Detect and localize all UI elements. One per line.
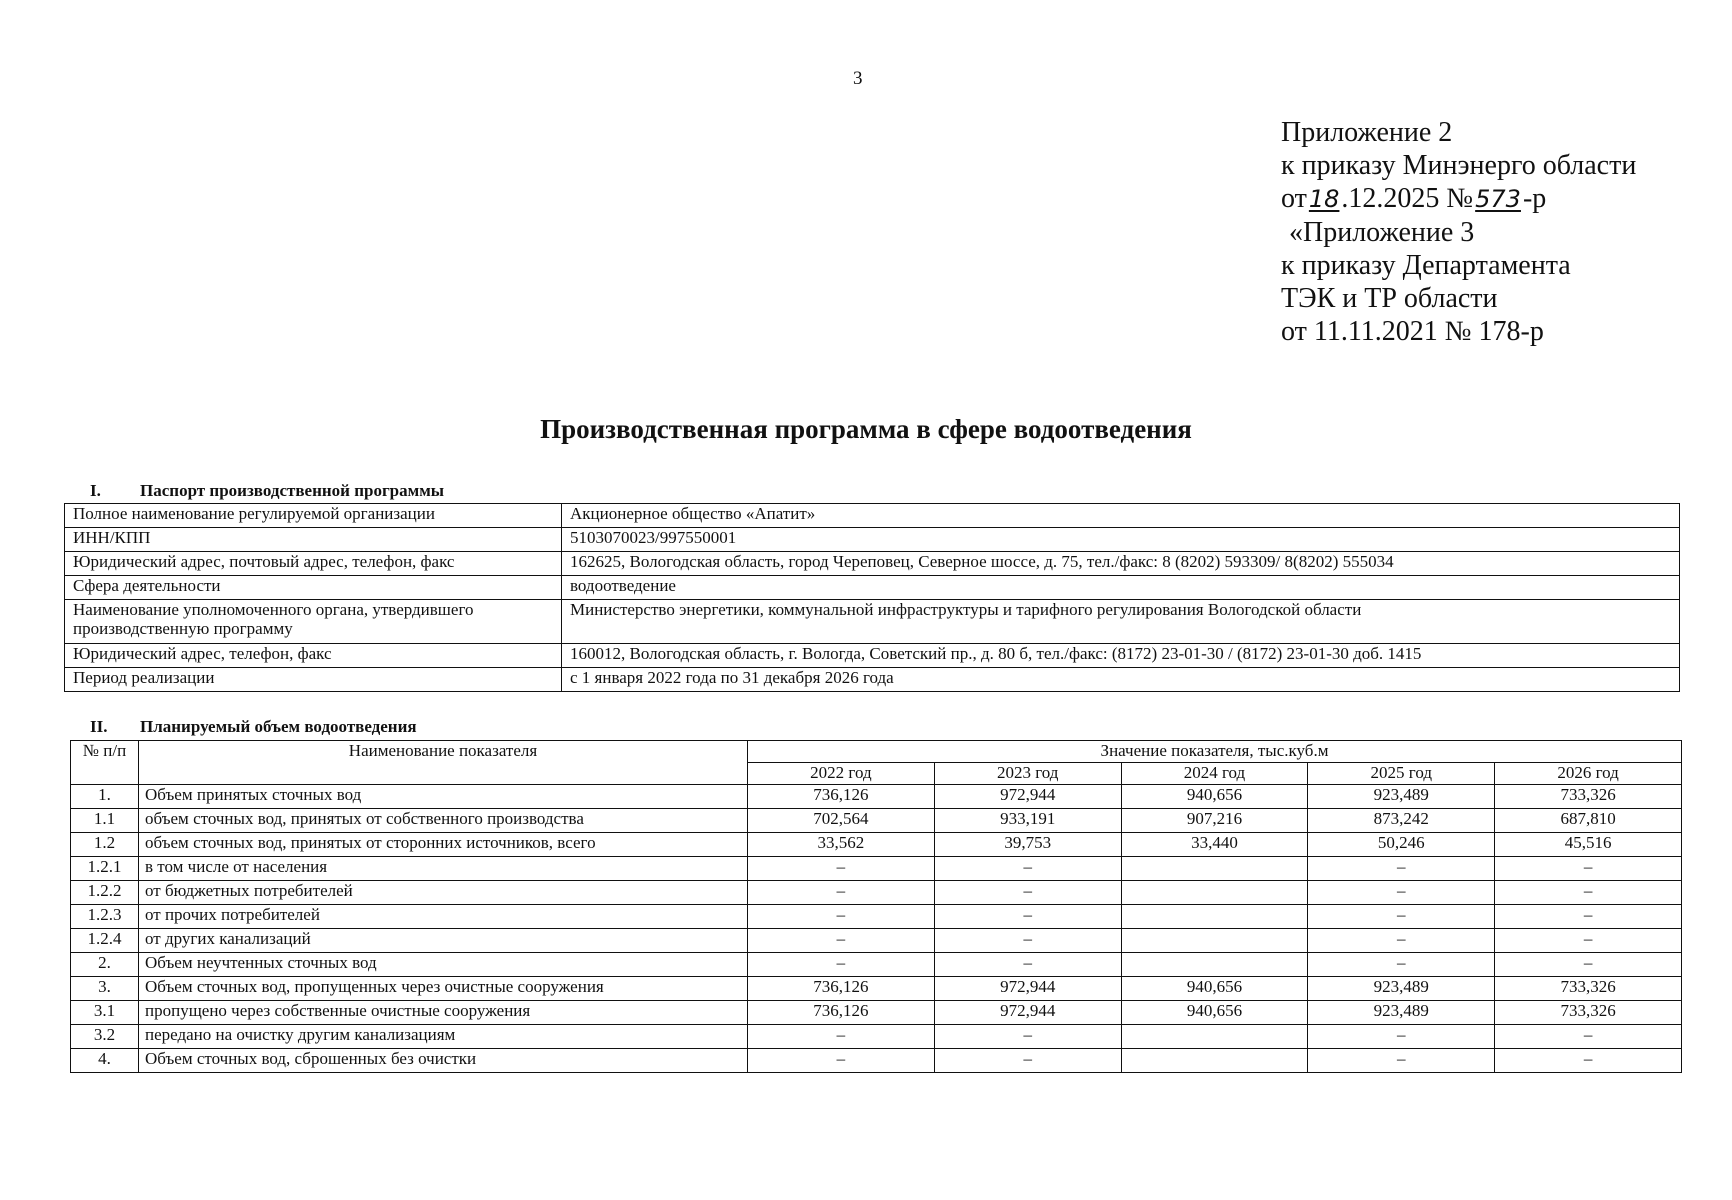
value-cell [1121, 905, 1308, 929]
table-row [71, 1001, 1682, 1025]
passport-label: Полное наименование регулируемой организации [65, 504, 562, 528]
table-row [71, 833, 1682, 857]
table-row [71, 785, 1682, 809]
value-cell: – [1308, 881, 1495, 905]
appendix-line-3 [1281, 182, 1636, 216]
indicator-name: объем сточных вод, принятых от сторонних источников, всего [139, 833, 748, 857]
value-cell: – [1495, 857, 1682, 881]
indicator-name: от прочих потребителей [139, 905, 748, 929]
value-cell: 923,489 [1308, 1001, 1495, 1025]
row-number: 1. [71, 785, 139, 809]
passport-row [65, 504, 1680, 528]
passport-value: 162625, Вологодская область, город Череповец, Северное шоссе, д. 75, тел./факс: 8 (8202) 593309/ 8(8202) 555034 [562, 552, 1680, 576]
value-cell: – [934, 929, 1121, 953]
indicator-name: передано на очистку другим канализациям [139, 1025, 748, 1049]
value-cell: 33,562 [748, 833, 935, 857]
section-2-heading [90, 717, 417, 737]
value-cell: 923,489 [1308, 977, 1495, 1001]
indicator-name: от бюджетных потребителей [139, 881, 748, 905]
value-cell: 33,440 [1121, 833, 1308, 857]
value-cell: 733,326 [1495, 1001, 1682, 1025]
value-cell: – [748, 881, 935, 905]
year-header: 2026 год [1495, 763, 1682, 785]
page-number: 3 [853, 68, 863, 89]
table-row [71, 929, 1682, 953]
value-cell: 940,656 [1121, 1001, 1308, 1025]
appendix-line-1: Приложение 2 [1281, 117, 1453, 148]
value-cell: – [1495, 1025, 1682, 1049]
indicator-name: пропущено через собственные очистные сооружения [139, 1001, 748, 1025]
value-cell [1121, 1049, 1308, 1073]
value-cell: 45,516 [1495, 833, 1682, 857]
column-header-number: № п/п [71, 741, 139, 785]
value-cell: – [934, 905, 1121, 929]
passport-label: ИНН/КПП [65, 528, 562, 552]
year-header: 2022 год [748, 763, 935, 785]
handwritten-order-number: 573 [1475, 185, 1521, 213]
year-header: 2024 год [1121, 763, 1308, 785]
table-row [71, 1025, 1682, 1049]
value-cell: – [934, 953, 1121, 977]
passport-value: водоотведение [562, 576, 1680, 600]
appendix-block [1281, 116, 1636, 348]
table-row [71, 905, 1682, 929]
value-cell: 972,944 [934, 785, 1121, 809]
table-row [71, 881, 1682, 905]
row-number: 1.2.4 [71, 929, 139, 953]
value-cell: – [1308, 905, 1495, 929]
row-number: 1.2.2 [71, 881, 139, 905]
appendix-date-middle: .12.2025 № [1341, 183, 1474, 214]
appendix-date-prefix: от [1281, 183, 1307, 214]
handwritten-day: 18 [1308, 185, 1340, 213]
appendix-line-5: к приказу Департамента [1281, 250, 1571, 281]
value-cell: – [1495, 1049, 1682, 1073]
indicator-name: Объем принятых сточных вод [139, 785, 748, 809]
section-1-title: Паспорт производственной программы [140, 481, 445, 500]
value-cell: – [1308, 953, 1495, 977]
passport-label: Юридический адрес, телефон, факс [65, 644, 562, 668]
value-cell: 702,564 [748, 809, 935, 833]
value-cell: – [748, 953, 935, 977]
value-cell: 39,753 [934, 833, 1121, 857]
passport-row [65, 600, 1680, 644]
row-number: 1.2 [71, 833, 139, 857]
row-number: 3.2 [71, 1025, 139, 1049]
value-cell: – [1308, 1049, 1495, 1073]
section-1-heading [90, 481, 444, 501]
value-cell: – [1308, 929, 1495, 953]
value-cell: – [1495, 905, 1682, 929]
value-cell: – [934, 857, 1121, 881]
indicator-name: от других канализаций [139, 929, 748, 953]
value-cell: – [1495, 881, 1682, 905]
section-2-number: II. [90, 717, 108, 736]
value-cell: – [748, 1025, 935, 1049]
value-cell: 687,810 [1495, 809, 1682, 833]
value-cell: 736,126 [748, 785, 935, 809]
value-cell: 972,944 [934, 977, 1121, 1001]
table-row [71, 809, 1682, 833]
value-cell: – [748, 1049, 935, 1073]
value-cell [1121, 929, 1308, 953]
passport-row [65, 644, 1680, 668]
indicator-name: Объем сточных вод, пропущенных через очистные сооружения [139, 977, 748, 1001]
appendix-line-7: от 11.11.2021 № 178-р [1281, 316, 1544, 347]
appendix-line-4: «Приложение 3 [1289, 217, 1475, 248]
value-cell: 940,656 [1121, 785, 1308, 809]
table-row [71, 953, 1682, 977]
passport-value: с 1 января 2022 года по 31 декабря 2026 года [562, 668, 1680, 692]
indicator-name: Объем сточных вод, сброшенных без очистки [139, 1049, 748, 1073]
value-cell: 972,944 [934, 1001, 1121, 1025]
value-cell: 940,656 [1121, 977, 1308, 1001]
value-cell: 736,126 [748, 977, 935, 1001]
section-2-title: Планируемый объем водоотведения [140, 717, 417, 736]
table-row [71, 857, 1682, 881]
section-1-number: I. [90, 481, 101, 500]
volumes-table [70, 740, 1682, 1073]
appendix-date-suffix: -р [1522, 183, 1547, 214]
value-cell: 923,489 [1308, 785, 1495, 809]
value-cell: – [1495, 929, 1682, 953]
value-cell: – [748, 905, 935, 929]
value-cell: 736,126 [748, 1001, 935, 1025]
value-cell: – [934, 881, 1121, 905]
passport-label: Сфера деятельности [65, 576, 562, 600]
value-cell: – [934, 1049, 1121, 1073]
passport-row [65, 528, 1680, 552]
row-number: 3.1 [71, 1001, 139, 1025]
passport-label: Период реализации [65, 668, 562, 692]
value-cell: 50,246 [1308, 833, 1495, 857]
value-cell [1121, 881, 1308, 905]
passport-row [65, 668, 1680, 692]
value-cell: – [1308, 857, 1495, 881]
passport-table [64, 503, 1680, 692]
appendix-line-2: к приказу Минэнерго области [1281, 150, 1637, 181]
row-number: 1.2.3 [71, 905, 139, 929]
value-cell [1121, 1025, 1308, 1049]
row-number: 1.2.1 [71, 857, 139, 881]
row-number: 4. [71, 1049, 139, 1073]
table-row [71, 1049, 1682, 1073]
passport-value: Акционерное общество «Апатит» [562, 504, 1680, 528]
table-row [71, 977, 1682, 1001]
row-number: 1.1 [71, 809, 139, 833]
passport-value: Министерство энергетики, коммунальной инфраструктуры и тарифного регулирования Вологодской области [562, 600, 1680, 644]
year-header: 2025 год [1308, 763, 1495, 785]
value-cell: 873,242 [1308, 809, 1495, 833]
value-cell: – [1495, 953, 1682, 977]
value-cell [1121, 953, 1308, 977]
column-header-indicator: Наименование показателя [139, 741, 748, 785]
value-cell: 933,191 [934, 809, 1121, 833]
value-cell: – [1308, 1025, 1495, 1049]
column-header-values: Значение показателя, тыс.куб.м [748, 741, 1682, 763]
value-cell: – [748, 857, 935, 881]
value-cell: 733,326 [1495, 785, 1682, 809]
passport-label: Наименование уполномоченного органа, утвердившего производственную программу [65, 600, 562, 644]
indicator-name: объем сточных вод, принятых от собственного производства [139, 809, 748, 833]
appendix-line-6: ТЭК и ТР области [1281, 283, 1498, 314]
row-number: 3. [71, 977, 139, 1001]
indicator-name: в том числе от населения [139, 857, 748, 881]
year-header: 2023 год [934, 763, 1121, 785]
document-title: Производственная программа в сфере водоотведения [540, 414, 1192, 444]
passport-row [65, 552, 1680, 576]
passport-value: 160012, Вологодская область, г. Вологда, Советский пр., д. 80 б, тел./факс: (8172) 23-01-30 / (8172) 23-01-30 доб. 1415 [562, 644, 1680, 668]
value-cell [1121, 857, 1308, 881]
passport-row [65, 576, 1680, 600]
row-number: 2. [71, 953, 139, 977]
indicator-name: Объем неучтенных сточных вод [139, 953, 748, 977]
value-cell: 907,216 [1121, 809, 1308, 833]
value-cell: 733,326 [1495, 977, 1682, 1001]
passport-value: 5103070023/997550001 [562, 528, 1680, 552]
passport-label: Юридический адрес, почтовый адрес, телефон, факс [65, 552, 562, 576]
value-cell: – [934, 1025, 1121, 1049]
value-cell: – [748, 929, 935, 953]
